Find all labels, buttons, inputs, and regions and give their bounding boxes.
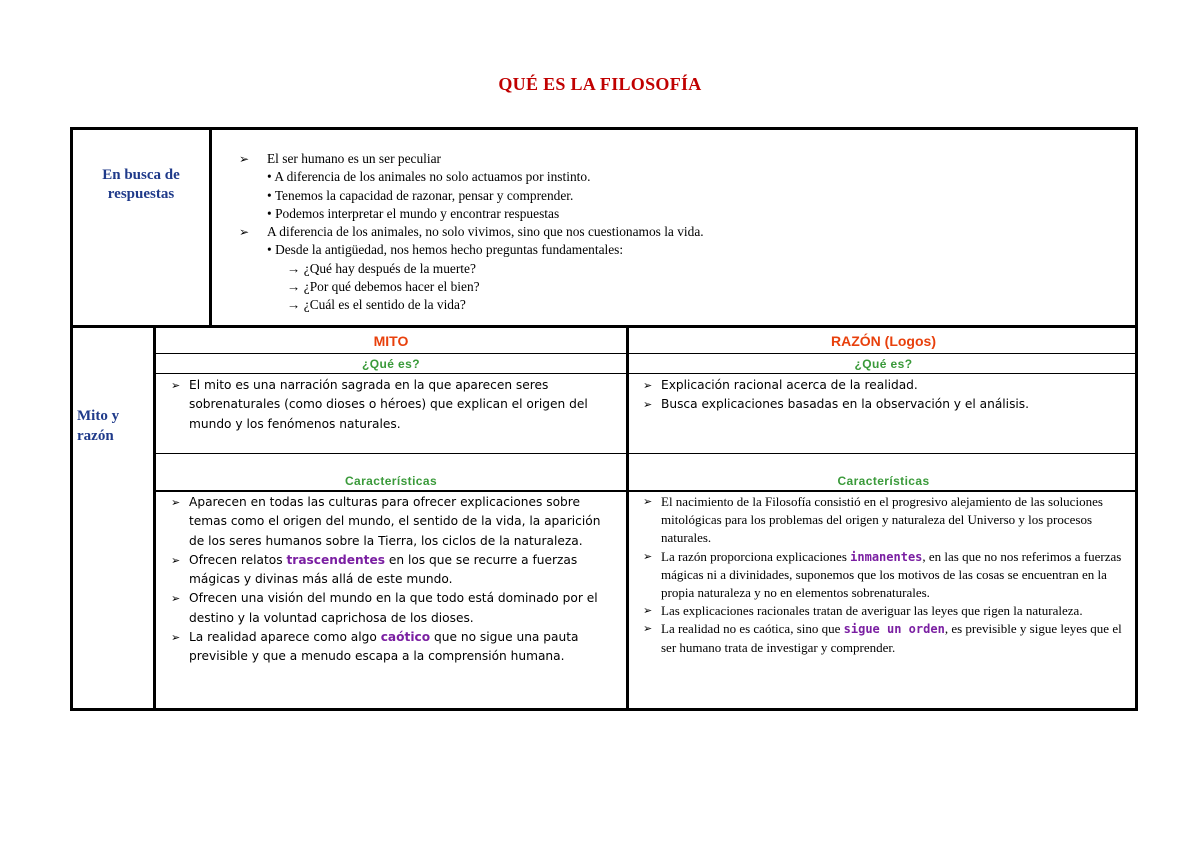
list-item: ➢ El nacimiento de la Filosofía consistió en el progresivo alejamiento de las soluciones mitológicas para los problemas del origen y naturaleza del Universo y los procesos naturales. — [643, 494, 1103, 546]
razon-que-es-heading: ¿Qué es? — [854, 357, 913, 371]
arrow-bullet-icon: ➢ — [239, 152, 250, 166]
arrow-bullet-icon: ➢ — [643, 605, 653, 618]
arrow-bullet-icon: ➢ — [643, 623, 653, 636]
bullet-icon: • — [267, 242, 272, 258]
arrow-bullet-icon: ➢ — [643, 496, 653, 508]
razon-que-es-list — [635, 376, 1130, 415]
list-item: • Desde la antigüedad, nos hemos hecho preguntas fundamentales: — [267, 242, 624, 258]
highlight-term: inmanentes — [850, 549, 923, 564]
divider — [156, 490, 1135, 492]
list-item: ➢ Explicación racional acerca de la realidad. — [635, 376, 1130, 395]
highlight-term: sigue un orden — [843, 622, 945, 637]
list-item: → ¿Cuál es el sentido de la vida? — [287, 297, 466, 313]
list-item: • Tenemos la capacidad de razonar, pensar y comprender. — [267, 187, 574, 203]
divider — [156, 373, 1135, 374]
list-item: ➢ Busca explicaciones basadas en la observación y el análisis. — [635, 395, 1130, 414]
mito-caracteristicas-list — [163, 493, 618, 667]
list-item: ➢ El mito es una narración sagrada en la que aparecen seres sobrenaturales (como dioses o héroes) que explican el origen del mundo y los fenómenos naturales. — [171, 378, 588, 431]
bullet-icon: • — [267, 205, 272, 221]
mito-heading: MITO — [373, 333, 409, 349]
list-item: • A diferencia de los animales no solo actuamos por instinto. — [267, 169, 591, 185]
list-item: ➢ A diferencia de los animales, no solo vivimos, sino que nos cuestionamos la vida. — [239, 223, 1125, 241]
divider — [626, 328, 629, 708]
razon-heading: RAZÓN (Logos) — [831, 333, 936, 349]
right-arrow-icon: → — [287, 260, 301, 276]
arrow-bullet-icon: ➢ — [643, 550, 653, 563]
list-item: ➢ El ser humano es un ser peculiar — [239, 150, 1125, 168]
mito-que-es-list — [163, 376, 618, 434]
list-item: ➢ La razón proporciona explicaciones inmanentes, en las que no nos referimos a fuerzas mágicas ni a divinidades, suponemos que los motivos de las cosas se encuentran en la propia naturaleza y no en elementos sobrenaturales. — [643, 548, 1122, 601]
section-en-busca — [70, 127, 1138, 328]
arrow-bullet-icon: ➢ — [239, 225, 250, 240]
list-item: • Podemos interpretar el mundo y encontrar respuestas — [267, 205, 560, 221]
arrow-bullet-icon: ➢ — [643, 398, 653, 412]
arrow-bullet-icon: ➢ — [171, 631, 181, 645]
razon-caracteristicas-heading: Características — [837, 474, 930, 488]
section-label: En busca de respuestas — [102, 167, 180, 202]
arrow-bullet-icon: ➢ — [643, 379, 653, 392]
divider — [156, 353, 1135, 354]
list-item: → ¿Qué hay después de la muerte? — [287, 260, 476, 276]
list-item: ➢ Aparecen en todas las culturas para ofrecer explicaciones sobre temas como el origen del mundo, el sentido de la vida, la aparición de los seres humanos sobre la Tierra, los ciclos de la naturaleza. — [171, 495, 601, 548]
bullet-icon: • — [267, 169, 272, 185]
razon-caracteristicas-list — [635, 493, 1135, 657]
right-arrow-icon: → — [287, 297, 301, 313]
mito-caracteristicas-heading: Características — [344, 474, 438, 488]
right-arrow-icon: → — [287, 279, 301, 295]
section-label: Mito y razón — [77, 408, 120, 444]
divider — [153, 328, 156, 708]
list-item: ➢ Las explicaciones racionales tratan de averiguar las leyes que rigen la naturaleza. — [635, 602, 1135, 620]
divider — [209, 130, 212, 325]
list-item: ➢ La realidad no es caótica, sino que sigue un orden, es previsible y sigue leyes que el ser humano trata de investigar y comprender. — [643, 621, 1122, 655]
section-mito-razon — [70, 325, 1138, 711]
section1-content — [239, 150, 1125, 315]
list-item: → ¿Por qué debemos hacer el bien? — [287, 279, 480, 295]
list-item: ➢ Ofrecen una visión del mundo en la que todo está dominado por el destino y la voluntad caprichosa de los dioses. — [171, 591, 598, 625]
arrow-bullet-icon: ➢ — [171, 379, 181, 392]
list-item: ➢ Ofrecen relatos trascendentes en los que se recurre a fuerzas mágicas y divinas más allá de este mundo. — [171, 552, 578, 587]
arrow-bullet-icon: ➢ — [171, 553, 181, 567]
highlight-term: trascendentes — [286, 552, 385, 567]
bullet-icon: • — [267, 187, 272, 203]
mito-que-es-heading: ¿Qué es? — [362, 357, 420, 371]
arrow-bullet-icon: ➢ — [171, 496, 181, 509]
page-title: QUÉ ES LA FILOSOFÍA — [498, 74, 702, 94]
divider — [156, 453, 1135, 454]
arrow-bullet-icon: ➢ — [171, 592, 181, 606]
list-item: ➢ La realidad aparece como algo caótico que no sigue una pauta previsible y que a menudo escapa a la comprensión humana. — [171, 630, 579, 664]
highlight-term: caótico — [380, 630, 431, 645]
